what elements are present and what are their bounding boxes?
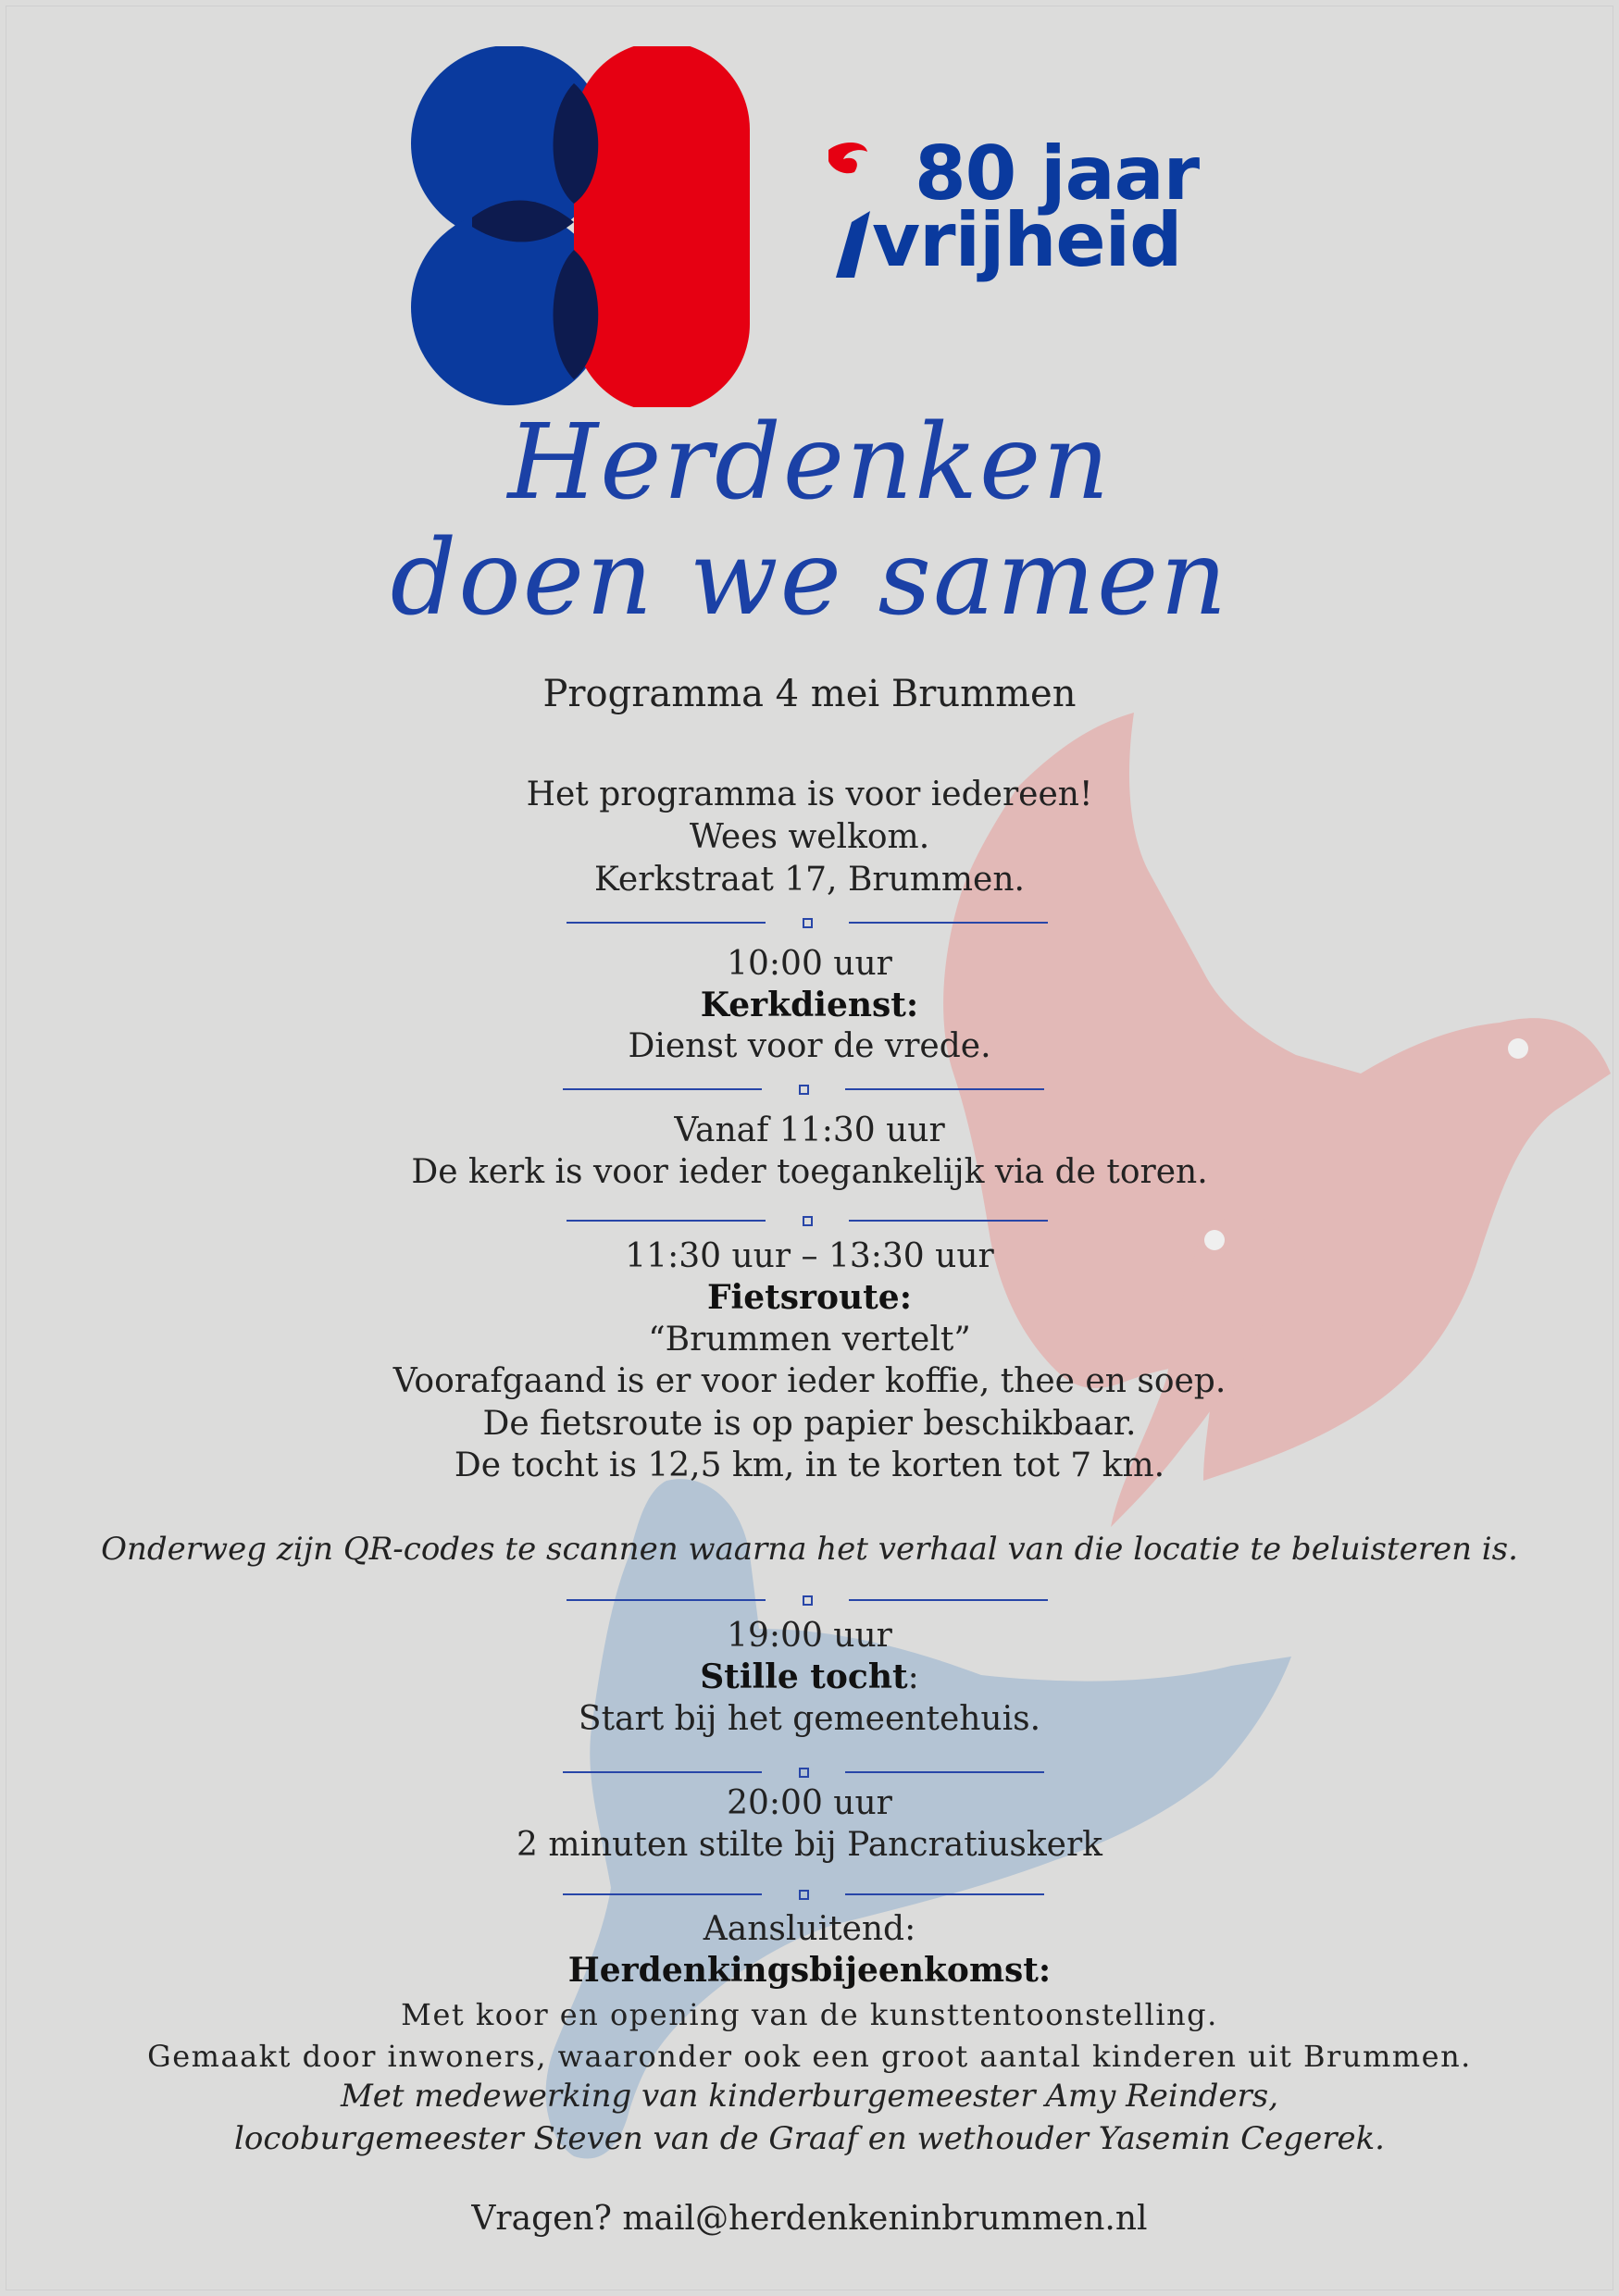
headline-line-2: doen we samen	[390, 518, 1229, 639]
logo-line-2: vrijheid	[872, 197, 1182, 283]
intro-line: Het programma is voor iedereen!	[526, 776, 1093, 813]
event-title: Herdenkingsbijeenkomst:	[567, 1951, 1052, 1990]
event-line: De tocht is 12,5 km, in te korten tot 7 km.	[454, 1446, 1165, 1484]
event-italic-line: locoburgemeester Steven van de Graaf en wethouder Yasemin Cegerek.	[234, 2120, 1385, 2157]
event-time: Aansluitend:	[703, 1910, 916, 1948]
contact-line[interactable]: Vragen? mail@herdenkeninbrummen.nl	[471, 2200, 1148, 2238]
divider	[567, 1214, 1048, 1227]
logo-text	[805, 130, 1231, 283]
event-line: Met koor en opening van de kunsttentoonstelling.	[401, 1997, 1218, 2032]
event-line: De kerk is voor ieder toegankelijk via de toren.	[411, 1153, 1208, 1191]
event-title-row	[0, 1656, 1619, 1699]
event-line: Start bij het gemeentehuis.	[578, 1700, 1041, 1738]
event-italic-line: Met medewerking van kinderburgemeester Amy Reinders,	[340, 2078, 1279, 2115]
event-line: Gemaakt door inwoners, waaronder ook een groot aantal kinderen uit Brummen.	[147, 2039, 1472, 2074]
event-time: 20:00 uur	[727, 1784, 892, 1822]
intro-line: Kerkstraat 17, Brummen.	[594, 861, 1025, 899]
event-line: Voorafgaand is er voor ieder koffie, thee en soep.	[392, 1362, 1227, 1400]
event-time: Vanaf 11:30 uur	[674, 1111, 945, 1149]
event-time: 10:00 uur	[727, 945, 892, 983]
event-line: 2 minuten stilte bij Pancratiuskerk	[517, 1826, 1102, 1864]
logo-mark	[407, 46, 778, 407]
event-time: 11:30 uur – 13:30 uur	[625, 1237, 994, 1275]
divider	[567, 1594, 1048, 1607]
event-line: De fietsroute is op papier beschikbaar.	[482, 1405, 1137, 1443]
divider	[563, 1083, 1044, 1096]
program-subtitle: Programma 4 mei Brummen	[542, 673, 1077, 715]
event-title: Fietsroute:	[706, 1278, 912, 1317]
event-title: Kerkdienst:	[700, 986, 919, 1024]
event-note: Onderweg zijn QR-codes te scannen waarna het verhaal van die locatie te beluisteren is.	[101, 1531, 1518, 1568]
intro-line: Wees welkom.	[689, 818, 930, 856]
headline-line-1: Herdenken	[507, 403, 1112, 523]
divider	[567, 916, 1048, 929]
event-title: Stille tocht	[700, 1657, 908, 1696]
divider	[563, 1766, 1044, 1779]
logo-line-1: 80 jaar	[915, 130, 1200, 217]
event-title-suffix: :	[907, 1658, 919, 1696]
event-time: 19:00 uur	[727, 1617, 892, 1655]
event-line: Dienst voor de vrede.	[628, 1027, 991, 1065]
divider	[563, 1888, 1044, 1901]
event-line: “Brummen vertelt”	[648, 1321, 971, 1359]
